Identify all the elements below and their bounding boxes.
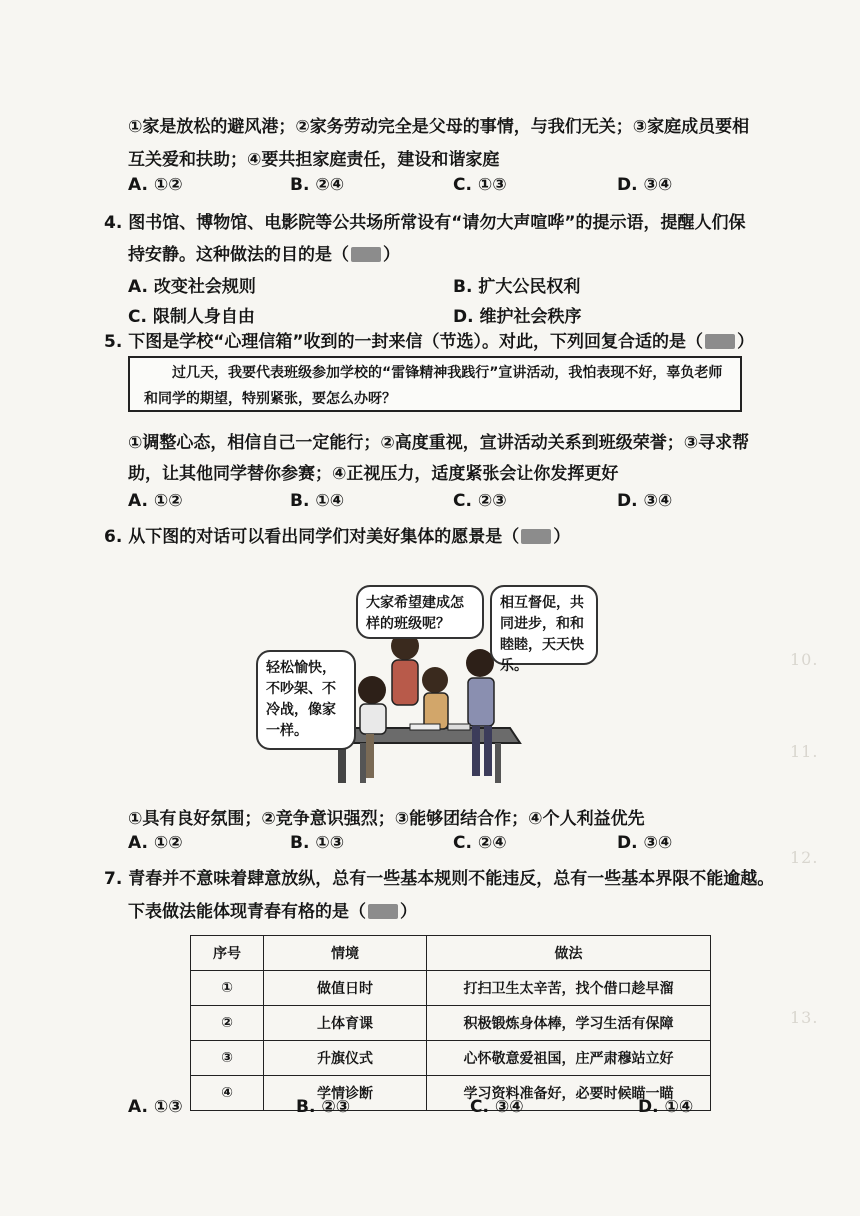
q6-option-a: A. ①②: [128, 833, 183, 853]
q5-statement-line-2: 助，让其他同学替你参赛；④正视压力，适度紧张会让你发挥更好: [128, 464, 619, 484]
answer-blank: [368, 904, 398, 919]
q7-option-b: B. ②③: [296, 1097, 351, 1117]
table-row: [191, 1041, 711, 1076]
table-cell: 积极锻炼身体棒，学习生活有保障: [427, 1006, 711, 1041]
q5-stem-line-1: [104, 327, 754, 352]
q7-option-a: A. ①③: [128, 1097, 183, 1117]
answer-blank: [521, 529, 551, 544]
q3-option-d: D. ③④: [617, 175, 673, 195]
q5-option-b: B. ①④: [290, 491, 345, 511]
table-row: [191, 971, 711, 1006]
table-header-cell: 序号: [191, 936, 264, 971]
q7-option-d: D. ①④: [638, 1097, 694, 1117]
table-cell: ②: [191, 1006, 264, 1041]
table-header-row: [191, 936, 711, 971]
table-cell: 心怀敬意爱祖国，庄严肃穆站立好: [427, 1041, 711, 1076]
speech-bubble-right: [490, 585, 598, 674]
q3-option-b: B. ②④: [290, 175, 345, 195]
q6-stem-text: 6. 从下图的对话可以看出同学们对美好集体的愿景是（: [104, 527, 520, 547]
letter-excerpt-box: [128, 356, 742, 412]
q5-statement-line-1: ①调整心态，相信自己一定能行；②高度重视，宣讲活动关系到班级荣誉；③寻求帮: [128, 433, 750, 453]
q4-stem-close: ）: [383, 245, 400, 265]
q6-statement-line: ①具有良好氛围；②竞争意识强烈；③能够团结合作；④个人利益优先: [128, 809, 645, 829]
speech-bubble-question: [356, 585, 484, 639]
q4-option-a: A. 改变社会规则: [128, 277, 256, 297]
speech-text: 轻松愉快，不吵架、不冷战，像家一样。: [266, 660, 336, 739]
q7-option-c: C. ③④: [470, 1097, 524, 1117]
speech-bubble-left: [256, 650, 356, 750]
show-through-number: 13.: [790, 1008, 819, 1027]
q4-option-c: C. 限制人身自由: [128, 307, 255, 327]
table-cell: ①: [191, 971, 264, 1006]
table-cell: 学情诊断: [264, 1076, 427, 1111]
table-cell: ④: [191, 1076, 264, 1111]
q5-stem-text: 5. 下图是学校“心理信箱”收到的一封来信（节选）。对此，下列回复合适的是（: [104, 332, 704, 352]
q4-stem-line-2: [128, 240, 400, 265]
q7-table: [190, 935, 711, 1111]
q6-stem-close: ）: [553, 527, 571, 547]
answer-blank: [705, 334, 735, 349]
show-through-number: 10.: [790, 650, 819, 669]
table-cell: 上体育课: [264, 1006, 427, 1041]
table-row: [191, 1006, 711, 1041]
q3-statement-line-1: ①家是放松的避风港；②家务劳动完全是父母的事情，与我们无关；③家庭成员要相: [128, 117, 750, 137]
answer-blank: [351, 247, 381, 262]
table-cell: 做值日时: [264, 971, 427, 1006]
q6-stem-line-1: [104, 522, 570, 547]
q4-stem-text: 持安静。这种做法的目的是（: [128, 245, 349, 265]
q7-stem-line-2: [128, 897, 417, 922]
show-through-number: 12.: [790, 848, 819, 867]
table-cell: ③: [191, 1041, 264, 1076]
table-cell: 打扫卫生太辛苦，找个借口趁早溜: [427, 971, 711, 1006]
q7-stem-line-1: 7. 青春并不意味着肆意放纵，总有一些基本规则不能违反，总有一些基本界限不能逾越。: [104, 869, 775, 889]
speech-text: 相互督促，共同进步，和和睦睦，天天快乐。: [500, 595, 584, 674]
q6-option-d: D. ③④: [617, 833, 673, 853]
q3-statement-line-2: 互关爱和扶助；④要共担家庭责任，建设和谐家庭: [128, 150, 500, 170]
q5-stem-close: ）: [737, 332, 755, 352]
q7-stem-close: ）: [400, 902, 417, 922]
show-through-number: 11.: [790, 742, 819, 761]
q4-stem-line-1: 4. 图书馆、博物馆、电影院等公共场所常设有“请勿大声喧哗”的提示语，提醒人们保: [104, 213, 746, 233]
letter-excerpt-text: 过几天，我要代表班级参加学校的“雷锋精神我践行”宣讲活动，我怕表现不好，辜负老师和同学的期望，特别紧张，要怎么办呀？: [144, 365, 723, 407]
table-header-cell: 情境: [264, 936, 427, 971]
q4-option-b: B. 扩大公民权利: [453, 277, 581, 297]
q6-option-b: B. ①③: [290, 833, 345, 853]
speech-text: 大家希望建成怎样的班级呢？: [366, 595, 464, 632]
table-cell: 学习资料准备好，必要时候瞄一瞄: [427, 1076, 711, 1111]
q3-option-a: A. ①②: [128, 175, 183, 195]
q7-stem-text: 下表做法能体现青春有格的是（: [128, 902, 366, 922]
table-header-cell: 做法: [427, 936, 711, 971]
q6-option-c: C. ②④: [453, 833, 507, 853]
q3-option-c: C. ①③: [453, 175, 507, 195]
q5-option-c: C. ②③: [453, 491, 507, 511]
table-row: [191, 1076, 711, 1111]
table-cell: 升旗仪式: [264, 1041, 427, 1076]
q5-option-d: D. ③④: [617, 491, 673, 511]
q4-option-d: D. 维护社会秩序: [453, 307, 582, 327]
q5-option-a: A. ①②: [128, 491, 183, 511]
